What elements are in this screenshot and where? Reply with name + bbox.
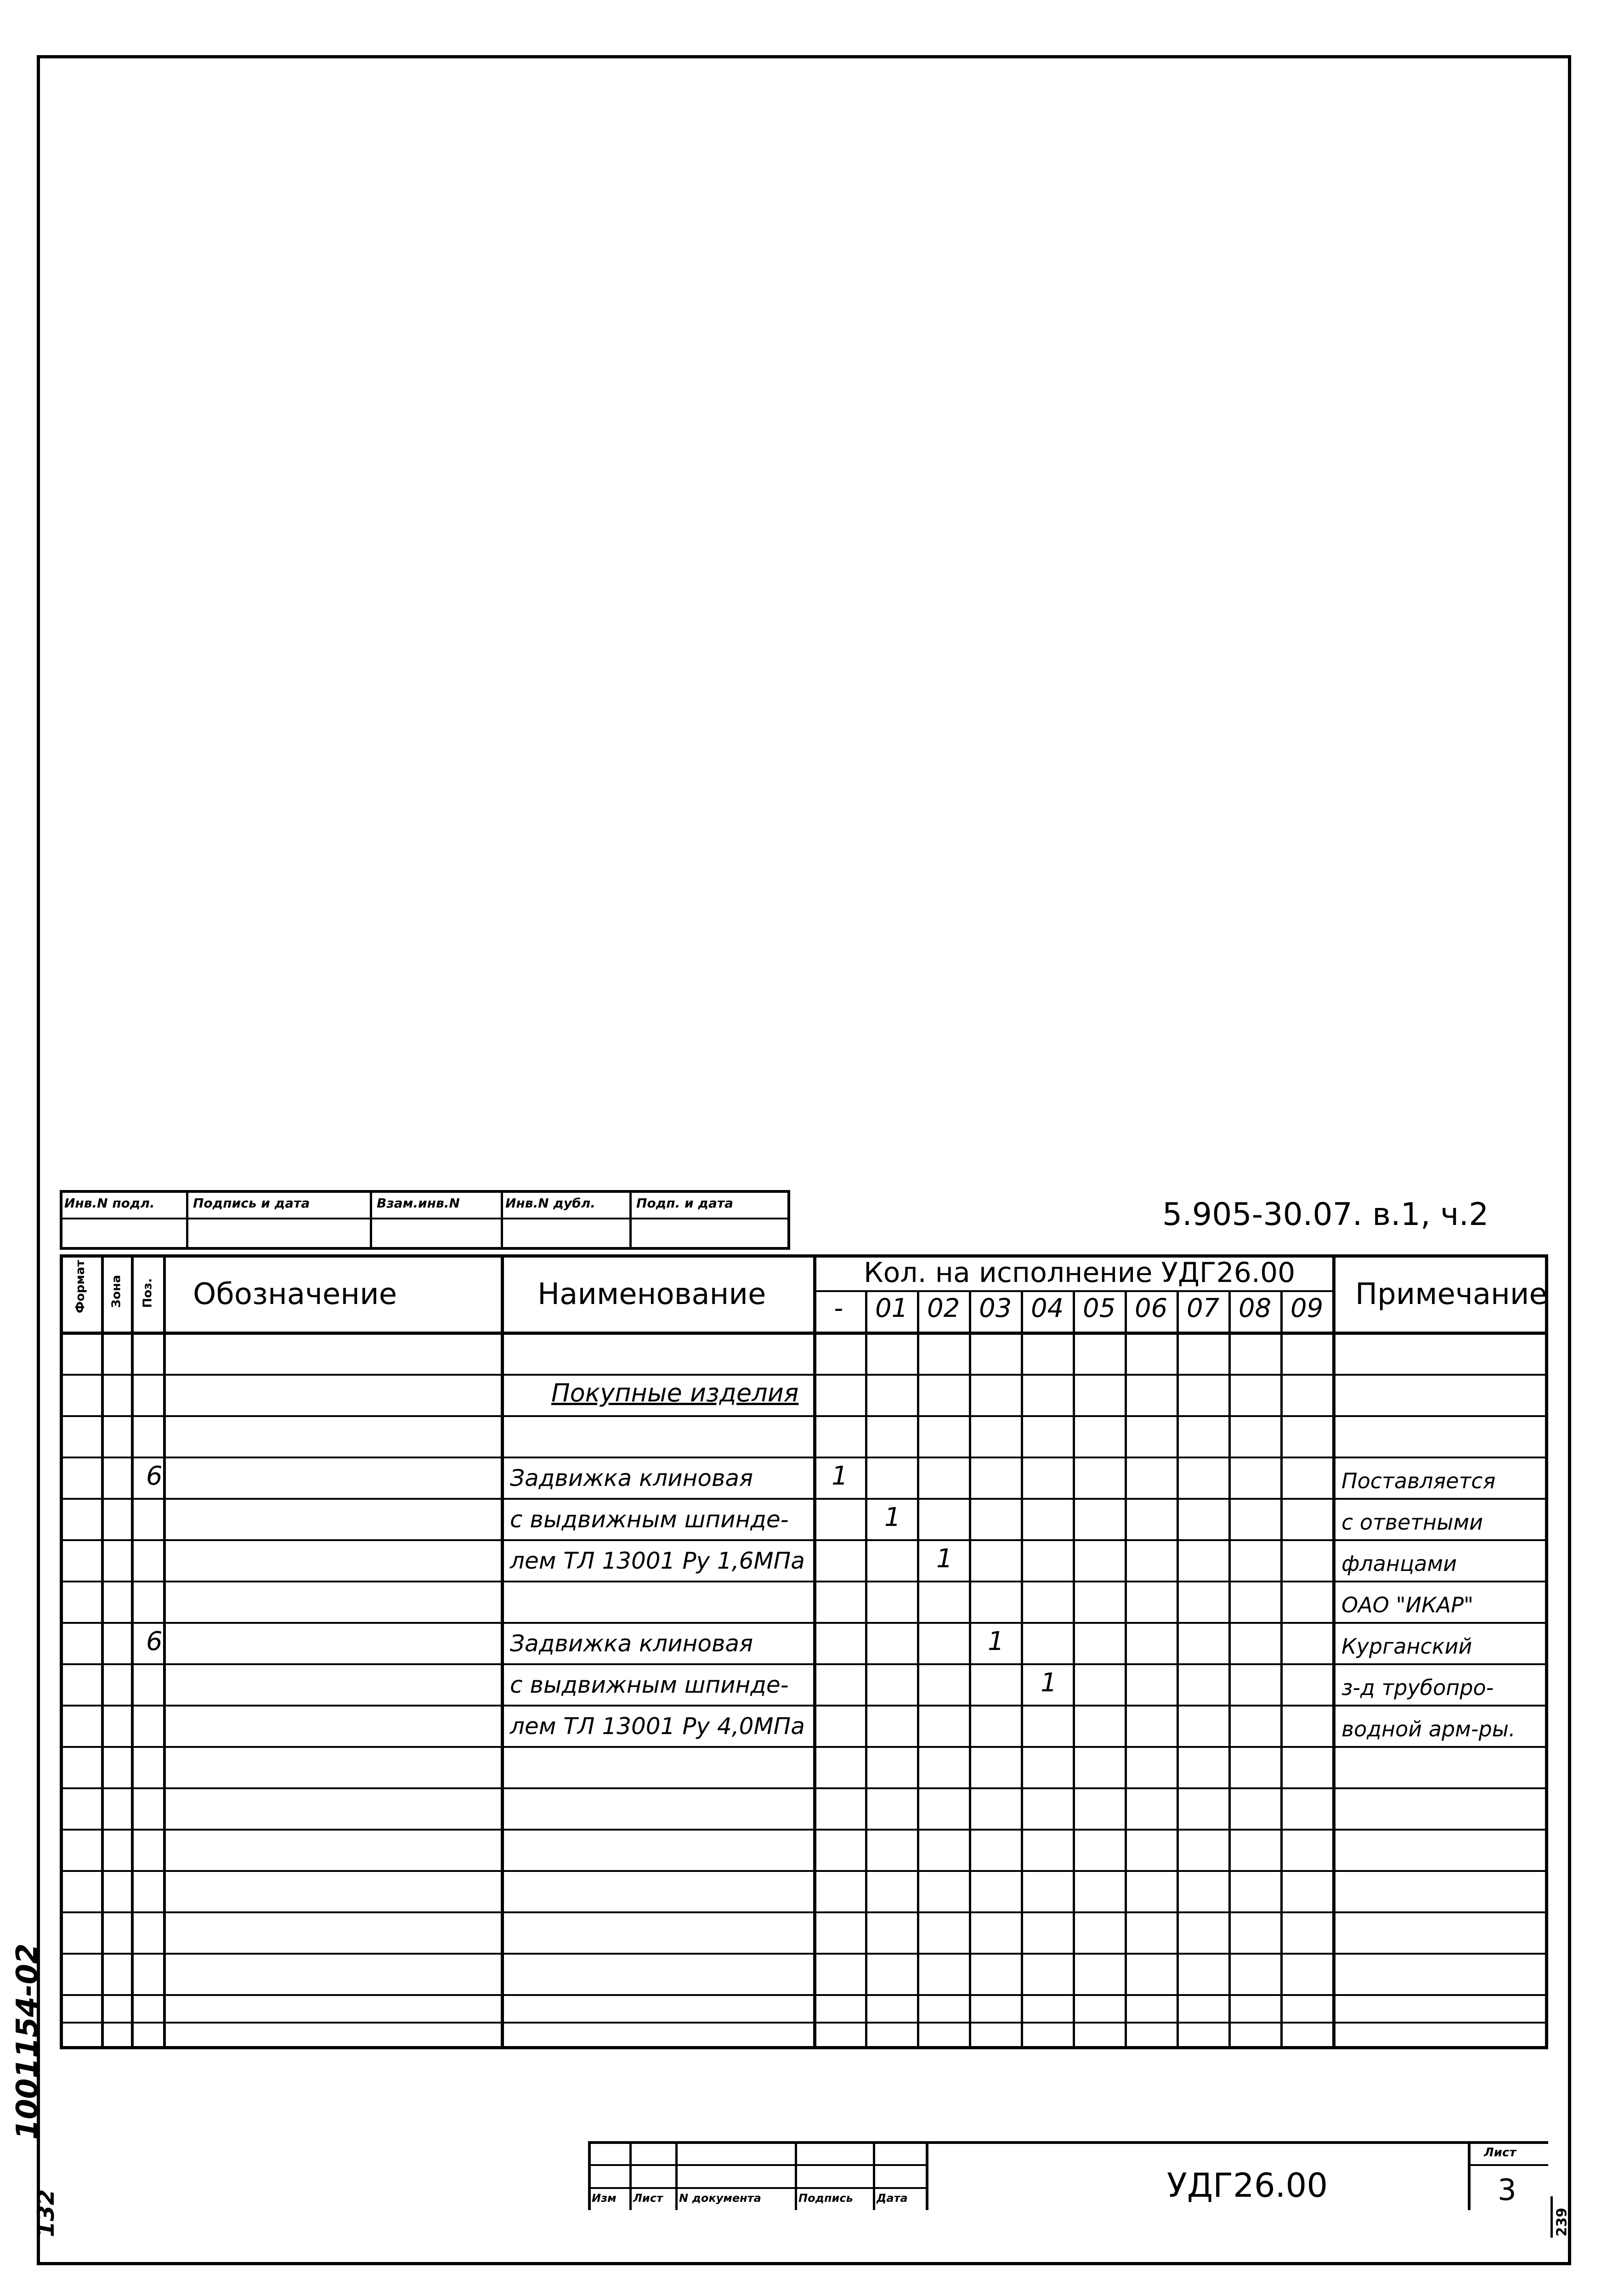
row-note: Поставляется: [1341, 1468, 1496, 1493]
row-qty: 1: [832, 1461, 848, 1491]
variant-header: 06: [1135, 1293, 1168, 1323]
row-name: с выдвижным шпинде-: [510, 1506, 789, 1533]
row-note: водной арм-ры.: [1341, 1717, 1516, 1741]
row-name: Задвижка клиновая: [510, 1630, 753, 1657]
row-note: з-д трубопро-: [1341, 1675, 1494, 1700]
side-corner: 132: [33, 2189, 59, 2237]
tb-label-change: Изм: [592, 2192, 617, 2205]
tb-label-sign: Подпись: [798, 2192, 853, 2205]
variant-header: 04: [1031, 1293, 1064, 1323]
stamp-inv-dup: Инв.N дубл.: [505, 1196, 595, 1211]
variant-header: -: [834, 1293, 843, 1323]
row-name: с выдвижным шпинде-: [510, 1672, 789, 1698]
variant-header: 02: [927, 1293, 960, 1323]
side-handwriting: 1001154-02: [11, 1943, 45, 2140]
stamp-inv-orig: Инв.N подл.: [64, 1196, 155, 1211]
stamp-replace-inv: Взам.инв.N: [377, 1196, 460, 1211]
variant-header: 07: [1187, 1293, 1220, 1323]
tb-label-date: Дата: [877, 2192, 908, 2205]
row-note: фланцами: [1341, 1551, 1457, 1576]
row-qty: 1: [884, 1502, 901, 1532]
document-code: 5.905-30.07. в.1, ч.2: [1162, 1196, 1489, 1233]
row-note: с ответными: [1341, 1510, 1483, 1535]
variant-header: 05: [1083, 1293, 1116, 1323]
row-note: Курганский: [1341, 1634, 1472, 1659]
header-pos: Поз.: [141, 1278, 155, 1308]
header-note: Примечание: [1355, 1277, 1547, 1311]
header-designation: Обозначение: [193, 1277, 397, 1311]
tb-label-doc: N документа: [679, 2192, 761, 2205]
header-name: Наименование: [538, 1277, 766, 1311]
tb-label-sheet: Лист: [633, 2192, 663, 2205]
row-name: лем ТЛ 13001 Ру 1,6МПа: [510, 1548, 805, 1574]
row-qty: 1: [988, 1627, 1004, 1656]
side-right-code: 239: [1554, 2207, 1570, 2237]
stamp-sign-date-2: Подп. и дата: [636, 1196, 734, 1211]
header-format: Формат: [74, 1259, 87, 1313]
variant-header: 09: [1290, 1293, 1324, 1323]
variant-header: 01: [875, 1293, 908, 1323]
row-note: ОАО "ИКАР": [1341, 1593, 1474, 1617]
tb-designation: УДГ26.00: [1167, 2166, 1328, 2205]
header-qty-group: Кол. на исполнение УДГ26.00: [864, 1257, 1296, 1289]
row-qty: 1: [936, 1544, 953, 1574]
row-name: Задвижка клиновая: [510, 1465, 753, 1491]
stamp-sign-date-1: Подпись и дата: [193, 1196, 310, 1211]
section-title: Покупные изделия: [551, 1378, 799, 1407]
variant-header: 08: [1239, 1293, 1272, 1323]
row-pos: 6: [146, 1627, 163, 1656]
header-zone: Зона: [109, 1275, 124, 1308]
tb-sheet-number: 3: [1498, 2173, 1516, 2207]
row-name: лем ТЛ 13001 Ру 4,0МПа: [510, 1713, 805, 1740]
row-qty: 1: [1041, 1668, 1057, 1698]
row-pos: 6: [146, 1461, 163, 1491]
tb-sheet-label: Лист: [1484, 2146, 1516, 2160]
variant-header: 03: [979, 1293, 1012, 1323]
